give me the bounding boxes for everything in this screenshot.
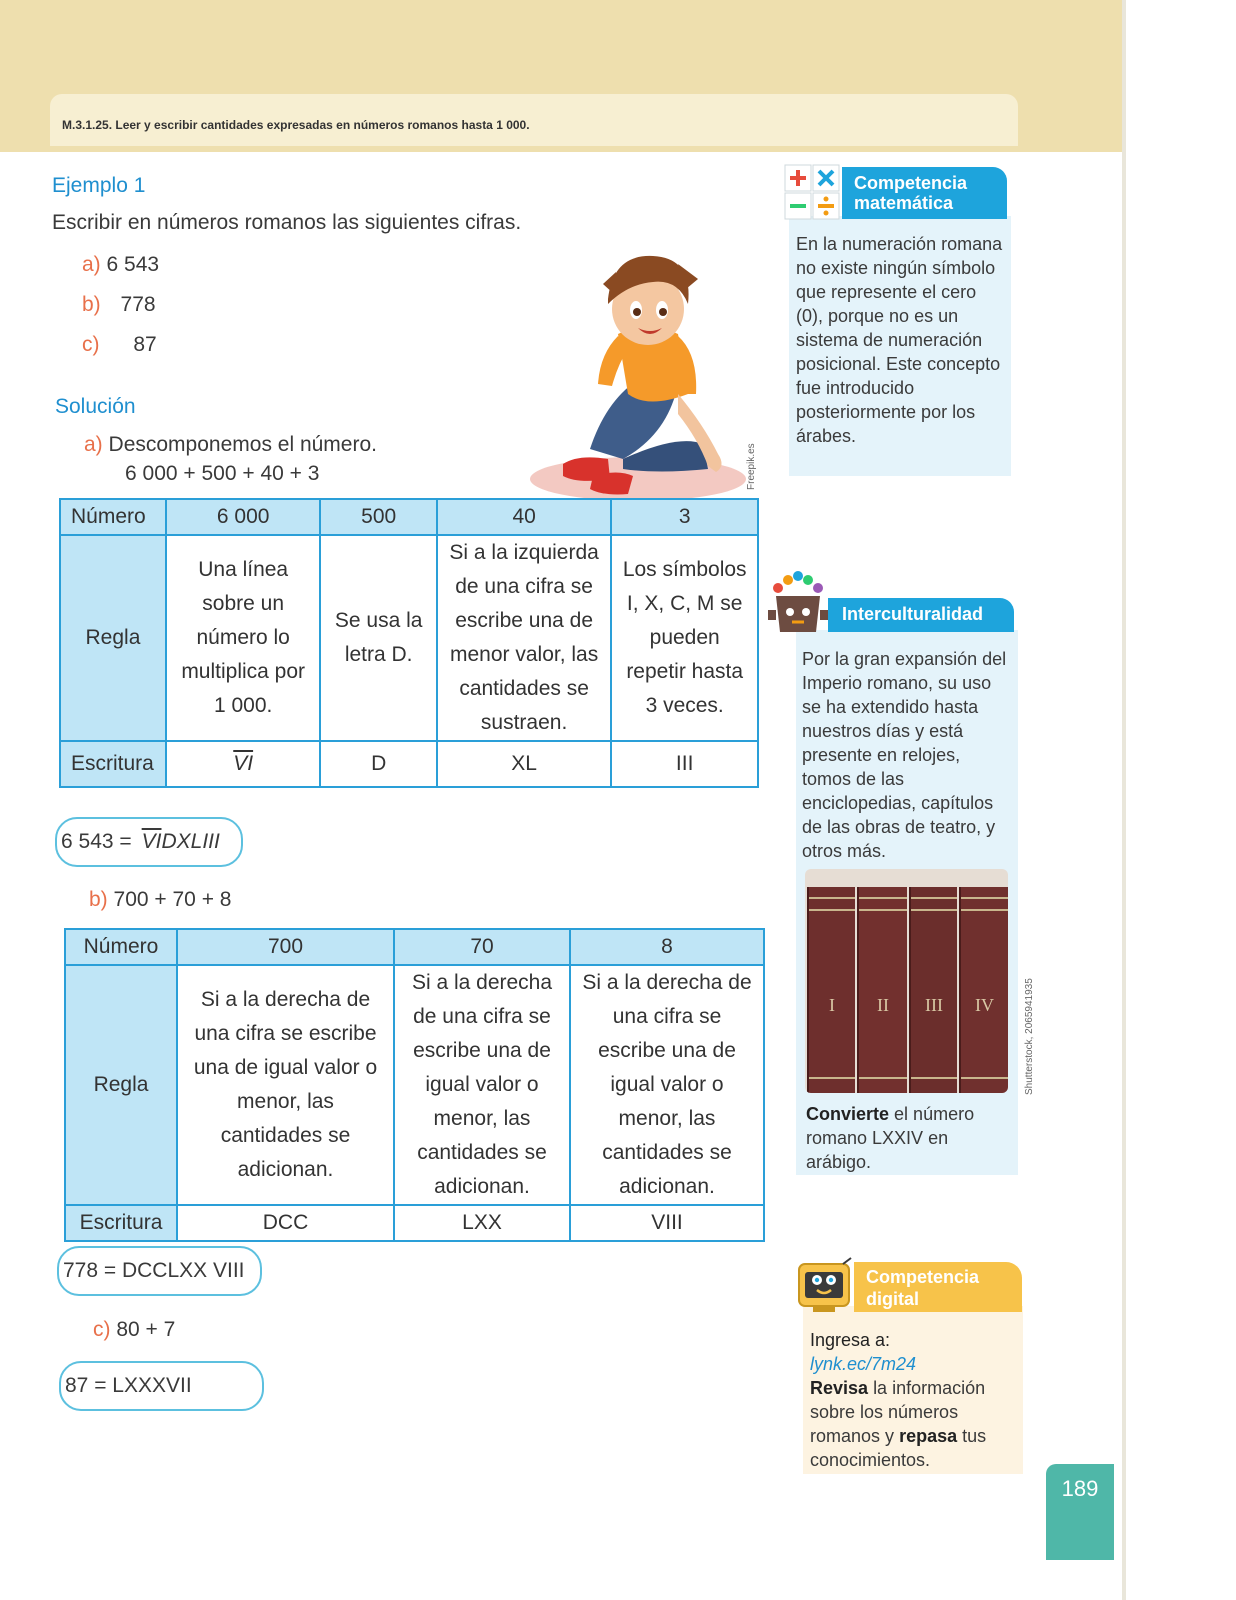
column-header: 40 — [437, 499, 611, 535]
math-operations-icon — [783, 163, 841, 221]
table-a — [59, 498, 759, 788]
page-edge — [1122, 0, 1126, 1600]
book-spine — [807, 887, 855, 1093]
right-margin — [1125, 0, 1236, 1600]
example-item-c — [82, 333, 157, 357]
rule-cell: Si a la derecha de una cifra se escribe una de igual valor o menor, las cantidades se adicionan. — [570, 965, 764, 1205]
book-spine — [909, 887, 957, 1093]
example-item-b — [82, 293, 156, 317]
row-label-regla: Regla — [65, 965, 177, 1205]
boy-illustration — [528, 244, 768, 506]
answer-a-rest: DXLIII — [161, 830, 220, 853]
row-label-numero: Número — [60, 499, 166, 535]
skill-text: M.3.1.25. Leer y escribir cantidades expresadas en números romanos hasta 1 000. — [62, 118, 530, 132]
item-value: 778 — [120, 293, 156, 316]
title-line: digital — [866, 1289, 919, 1309]
digital-sidebar-title — [854, 1262, 1022, 1312]
book-spine — [959, 887, 1008, 1093]
culture-sidebar-title: Interculturalidad — [828, 598, 1014, 632]
book-label: IV — [975, 995, 994, 1015]
digital-link[interactable]: lynk.ec/7m24 — [810, 1354, 917, 1374]
item-value: 87 — [133, 333, 157, 356]
column-header: 70 — [394, 929, 570, 965]
decomposition-a: 6 000 + 500 + 40 + 3 — [125, 462, 320, 485]
table-row — [60, 741, 758, 787]
repasa-rest: tus conocimientos. — [810, 1426, 987, 1470]
book-label: I — [829, 995, 835, 1015]
answer-a — [55, 817, 243, 867]
item-letter: b) — [89, 888, 108, 911]
math-sidebar-text: En la numeración romana no existe ningún símbolo que represente el cero (0), porque no es un sistema de numeración posicional. Este concepto fue introducido posteriormente por los árabes. — [796, 234, 1003, 446]
writing-cell: $\overline{VI}$ — [166, 741, 321, 787]
table-row — [65, 929, 764, 965]
rule-cell: Se usa la letra D. — [320, 535, 436, 741]
culture-activity — [806, 1102, 1006, 1174]
rule-cell: Si a la derecha de una cifra se escribe una de igual valor o menor, las cantidades se adicionan. — [177, 965, 394, 1205]
activity-bold: Convierte — [806, 1104, 890, 1124]
decomposition-b: 700 + 70 + 8 — [113, 888, 232, 911]
solution-title: Solución — [55, 395, 136, 418]
writing-cell: III — [611, 741, 758, 787]
writing-cell: D — [320, 741, 436, 787]
revisa-rest: la información sobre los números romanos y — [810, 1378, 986, 1446]
robot-computer-icon — [793, 1256, 857, 1316]
solution-a-text — [84, 433, 377, 457]
item-value: 6 543 — [106, 253, 160, 276]
table-b — [64, 928, 765, 1242]
column-header: 3 — [611, 499, 758, 535]
row-label-escritura: Escritura — [65, 1205, 177, 1241]
table-row — [65, 965, 764, 1205]
column-header: 700 — [177, 929, 394, 965]
item-letter: b) — [82, 293, 101, 316]
page-number: 189 — [1046, 1464, 1114, 1560]
row-label-regla: Regla — [60, 535, 166, 741]
book-label: II — [877, 995, 889, 1015]
shutterstock-credit: Shutterstock, 2065941935 — [1024, 978, 1035, 1095]
rule-cell: Si a la derecha de una cifra se escribe una de igual valor o menor, las cantidades se adicionan. — [394, 965, 570, 1205]
repasa-bold: repasa — [899, 1426, 958, 1446]
item-letter: c) — [93, 1318, 111, 1341]
digital-sidebar-text — [810, 1328, 1015, 1472]
table-row — [60, 535, 758, 741]
example-prompt: Escribir en números romanos las siguientes cifras. — [52, 211, 522, 234]
book-spine — [857, 887, 907, 1093]
headdress-icon — [764, 570, 830, 642]
column-header: 500 — [320, 499, 436, 535]
table-row — [60, 499, 758, 535]
item-letter: a) — [82, 253, 101, 276]
solution-b-text — [89, 888, 231, 912]
rule-cell: Si a la izquierda de una cifra se escribe una de menor valor, las cantidades se sustraen. — [437, 535, 611, 741]
item-letter: a) — [84, 433, 103, 456]
example-title: Ejemplo 1 — [52, 174, 146, 197]
activity-rest: el número romano LXXIV en arábigo. — [806, 1104, 975, 1172]
row-label-numero: Número — [65, 929, 177, 965]
answer-a-overlined: $\overline{VI}$ — [141, 830, 162, 853]
item-letter: c) — [82, 333, 100, 356]
writing-cell: XL — [437, 741, 611, 787]
example-item-a — [82, 253, 159, 277]
answer-c: 87 = LXXXVII — [59, 1361, 264, 1411]
row-label-escritura: Escritura — [60, 741, 166, 787]
rule-cell: Los símbolos I, X, C, M se pueden repetir hasta 3 veces. — [611, 535, 758, 741]
column-header: 6 000 — [166, 499, 321, 535]
column-header: 8 — [570, 929, 764, 965]
title-line: Competencia — [866, 1267, 980, 1287]
answer-a-left: 6 543 = — [61, 830, 132, 853]
title-line: Competencia — [854, 173, 968, 193]
table-row — [65, 1205, 764, 1241]
digital-ingresa: Ingresa a: — [810, 1330, 891, 1350]
decomposition-c: 80 + 7 — [116, 1318, 176, 1341]
writing-cell: LXX — [394, 1205, 570, 1241]
digital-revisa — [810, 1376, 1015, 1472]
solution-c-text — [93, 1318, 175, 1342]
culture-sidebar-text: Por la gran expansión del Imperio romano, su uso se ha extendido hasta nuestros días y está presente en relojes, tomos de las enciclopedias, capítulos de las obras de teatro, y otros más. — [802, 649, 1007, 861]
solution-a-statement: Descomponemos el número. — [108, 433, 377, 456]
answer-b: 778 = DCCLXX VIII — [57, 1246, 262, 1296]
math-sidebar-title — [842, 167, 1007, 219]
book-label: III — [925, 995, 943, 1015]
rule-cell: Una línea sobre un número lo multiplica por 1 000. — [166, 535, 321, 741]
writing-cell: DCC — [177, 1205, 394, 1241]
encyclopedia-photo — [805, 869, 1008, 1093]
revisa-bold: Revisa — [810, 1378, 869, 1398]
title-line: matemática — [854, 193, 954, 213]
freepik-credit: Freepik.es — [746, 443, 757, 490]
writing-cell: VIII — [570, 1205, 764, 1241]
